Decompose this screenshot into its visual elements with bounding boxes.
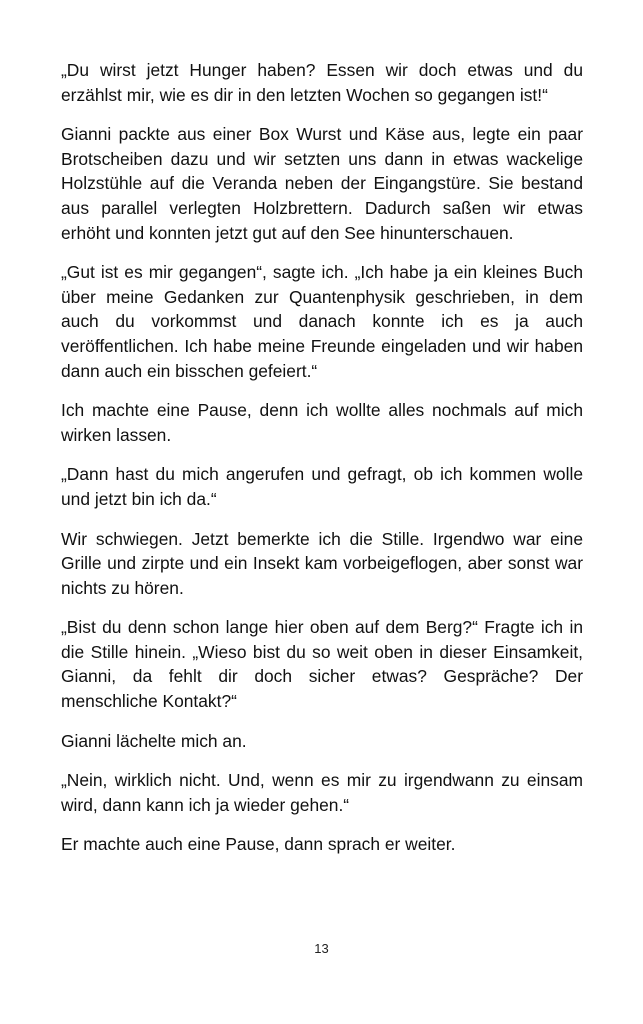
paragraph-7: „Bist du denn schon lange hier oben auf dem Berg?“ Fragte ich in die Stille hinein. „Wieso bist du so weit oben in dieser Einsamkeit, Gianni, da fehlt dir doch sicher etwas? Gespräche? Der menschliche Kontakt?“ [61,617,583,712]
paragraph-4: Ich machte eine Pause, denn ich wollte alles nochmals auf mich wirken lassen. [61,400,583,445]
paragraph-5: „Dann hast du mich angerufen und gefragt, ob ich kommen wolle und jetzt bin ich da.“ [61,464,583,509]
page-body [61,58,583,872]
paragraph-8: Gianni lächelte mich an. [61,730,247,751]
paragraph-1: „Du wirst jetzt Hunger haben? Essen wir doch etwas und du erzählst mir, wie es dir in den letzten Wochen so gegangen ist!“ [61,60,583,105]
paragraph-2: Gianni packte aus einer Box Wurst und Käse aus, legte ein paar Brotscheiben dazu und wir setzten uns dann in etwas wackelige Holzstühle auf die Veranda neben der Eingangstüre. Sie bestand aus parallel verlegten Holzbrettern. Dadurch saßen wir etwas erhöht und konnten jetzt gut auf den See hinunterschauen. [61,124,583,243]
paragraph-6: Wir schwiegen. Jetzt bemerkte ich die Stille. Irgendwo war eine Grille und zirpte und ein Insekt kam vorbeigeflogen, aber sonst war nichts zu hören. [61,528,583,598]
paragraph-9: „Nein, wirklich nicht. Und, wenn es mir zu irgendwann zu einsam wird, dann kann ich ja wieder gehen.“ [61,770,583,815]
paragraph-10: Er machte auch eine Pause, dann sprach er weiter. [61,834,456,855]
paragraph-3: „Gut ist es mir gegangen“, sagte ich. „Ich habe ja ein kleines Buch über meine Gedanken zur Quantenphysik geschrieben, in dem auch du vorkommst und danach konnte ich es ja auch veröffentlichen. Ich habe meine Freunde eingeladen und wir haben dann auch ein bisschen gefeiert.“ [61,262,583,381]
page-number: 13 [314,941,329,956]
